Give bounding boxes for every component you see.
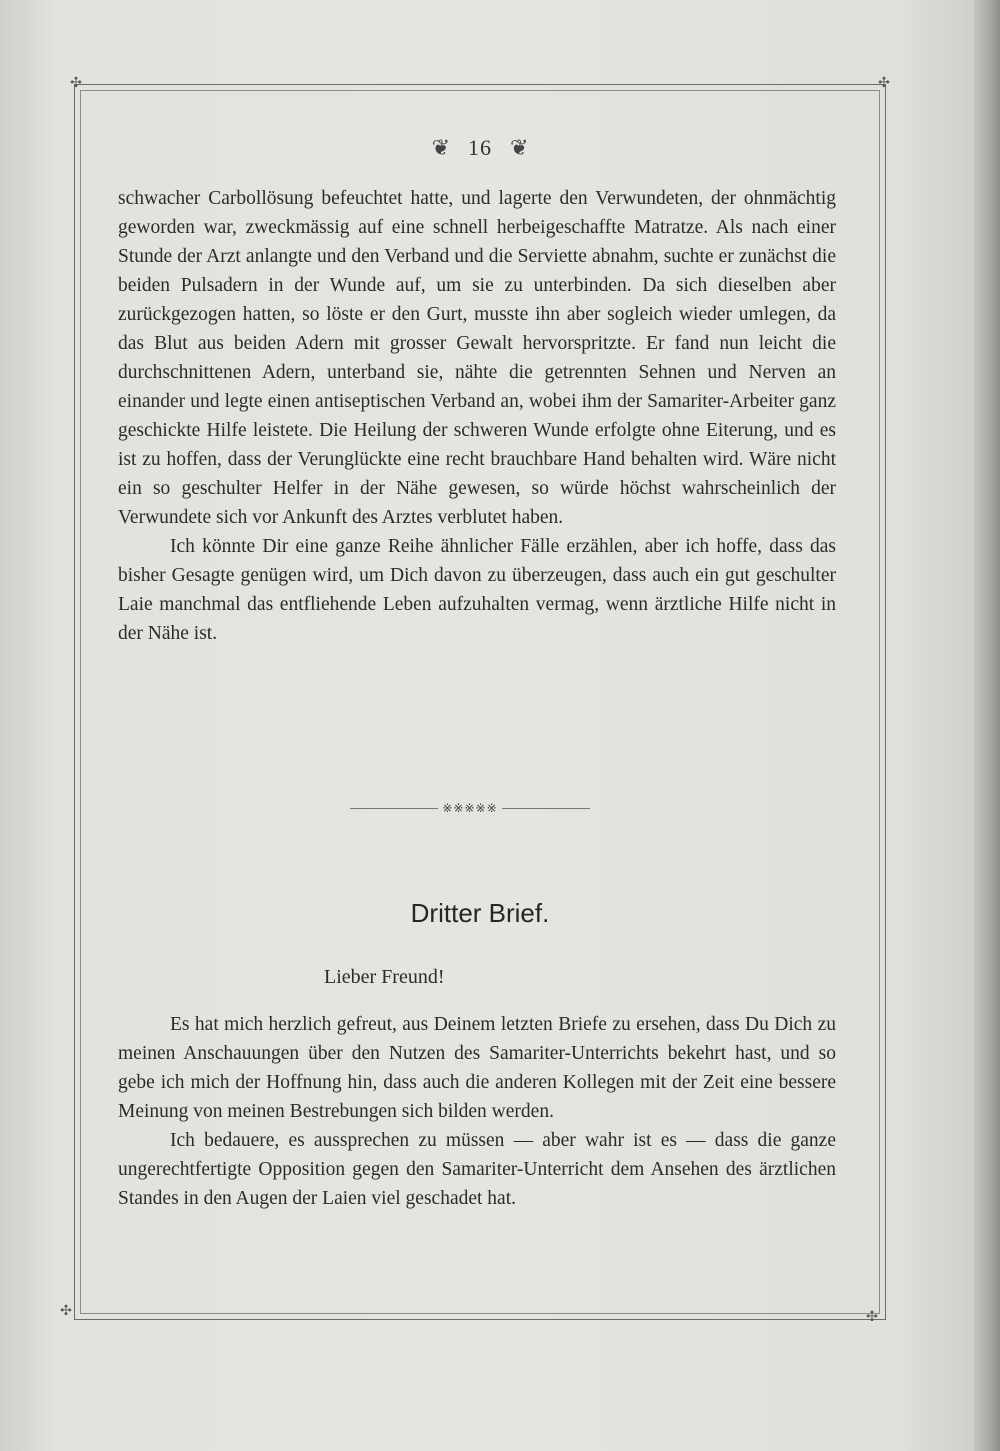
paragraph: Ich könnte Dir eine ganze Reihe ähnlicher Fälle erzählen, aber ich hoffe, dass das bisher Gesagte genügen wird, um Dich davon zu überzeugen, dass auch ein gut geschulter Laie manchmal das entfliehende Leben aufzuhalten vermag, wenn ärztliche Hilfe nicht in der Nähe ist. [118,536,836,644]
page-edge-shadow [974,0,1000,1451]
corner-ornament-icon: ✣ [70,76,82,91]
corner-ornament-icon: ✣ [878,76,890,91]
paragraph: Ich bedauere, es aussprechen zu müssen — aber wahr ist es — dass die ganze ungerechtfertigte Opposition gegen den Samariter-Unterricht dem Ansehen des ärztlichen Standes in den Augen der Laien viel geschadet hat. [118,1130,836,1209]
body-text-top [118,184,836,648]
paragraph: schwacher Carbollösung befeuchtet hatte, und lagerte den Verwundeten, der ohnmächtig geworden war, zweckmässig auf eine schnell herbeigeschaffte Matratze. Als nach einer Stunde der Arzt anlangte und den Verband und die Serviette abnahm, suchte er zunächst die beiden Pulsadern in der Wunde auf, um sie zu unterbinden. Da sich dieselben aber zurückgezogen hatten, so löste er den Gurt, musste ihn aber sogleich wieder umlegen, da das Blut aus beiden Adern mit grosser Gewalt hervorspritzte. Er fand nun leicht die durchschnittenen Adern, unterband sie, nähte die getrennten Sehnen und Nerven an einander und legte einen antiseptischen Verband an, wobei ihm der Samariter-Arbeiter ganz geschickte Hilfe leistete. Die Heilung der schweren Wunde erfolgte ohne Eiterung, und es ist zu hoffen, dass der Verunglückte eine recht brauchbare Hand behalten wird. Wäre nicht ein so geschulter Helfer in der Nähe gewesen, so würde höchst wahrscheinlich der Verwundete sich vor Ankunft des Arztes verblutet haben. [118,188,836,528]
divider-line [502,808,590,809]
body-text-letter [118,1010,836,1213]
letter-heading: Dritter Brief. [410,898,550,928]
divider-ornament-icon: ※※※※※ [442,800,498,815]
flourish-left-icon: ❦ [431,135,450,160]
divider-line [350,808,438,809]
corner-ornament-icon: ✣ [60,1304,72,1319]
letter-salutation: Lieber Freund! [324,966,445,988]
page-number: 16 [468,135,492,160]
page-header [380,130,580,166]
paragraph: Es hat mich herzlich gefreut, aus Deinem letzten Briefe zu ersehen, dass Du Dich zu meinen Anschauungen über den Nutzen des Samariter-Unterrichts bekehrt hast, und so gebe ich mich der Hoffnung hin, dass auch die anderen Kollegen mit der Zeit eine bessere Meinung von meinen Bestrebungen sich bilden werden. [118,1014,836,1122]
section-divider [350,800,590,816]
flourish-right-icon: ❦ [510,135,529,160]
corner-ornament-icon: ✣ [866,1310,878,1325]
